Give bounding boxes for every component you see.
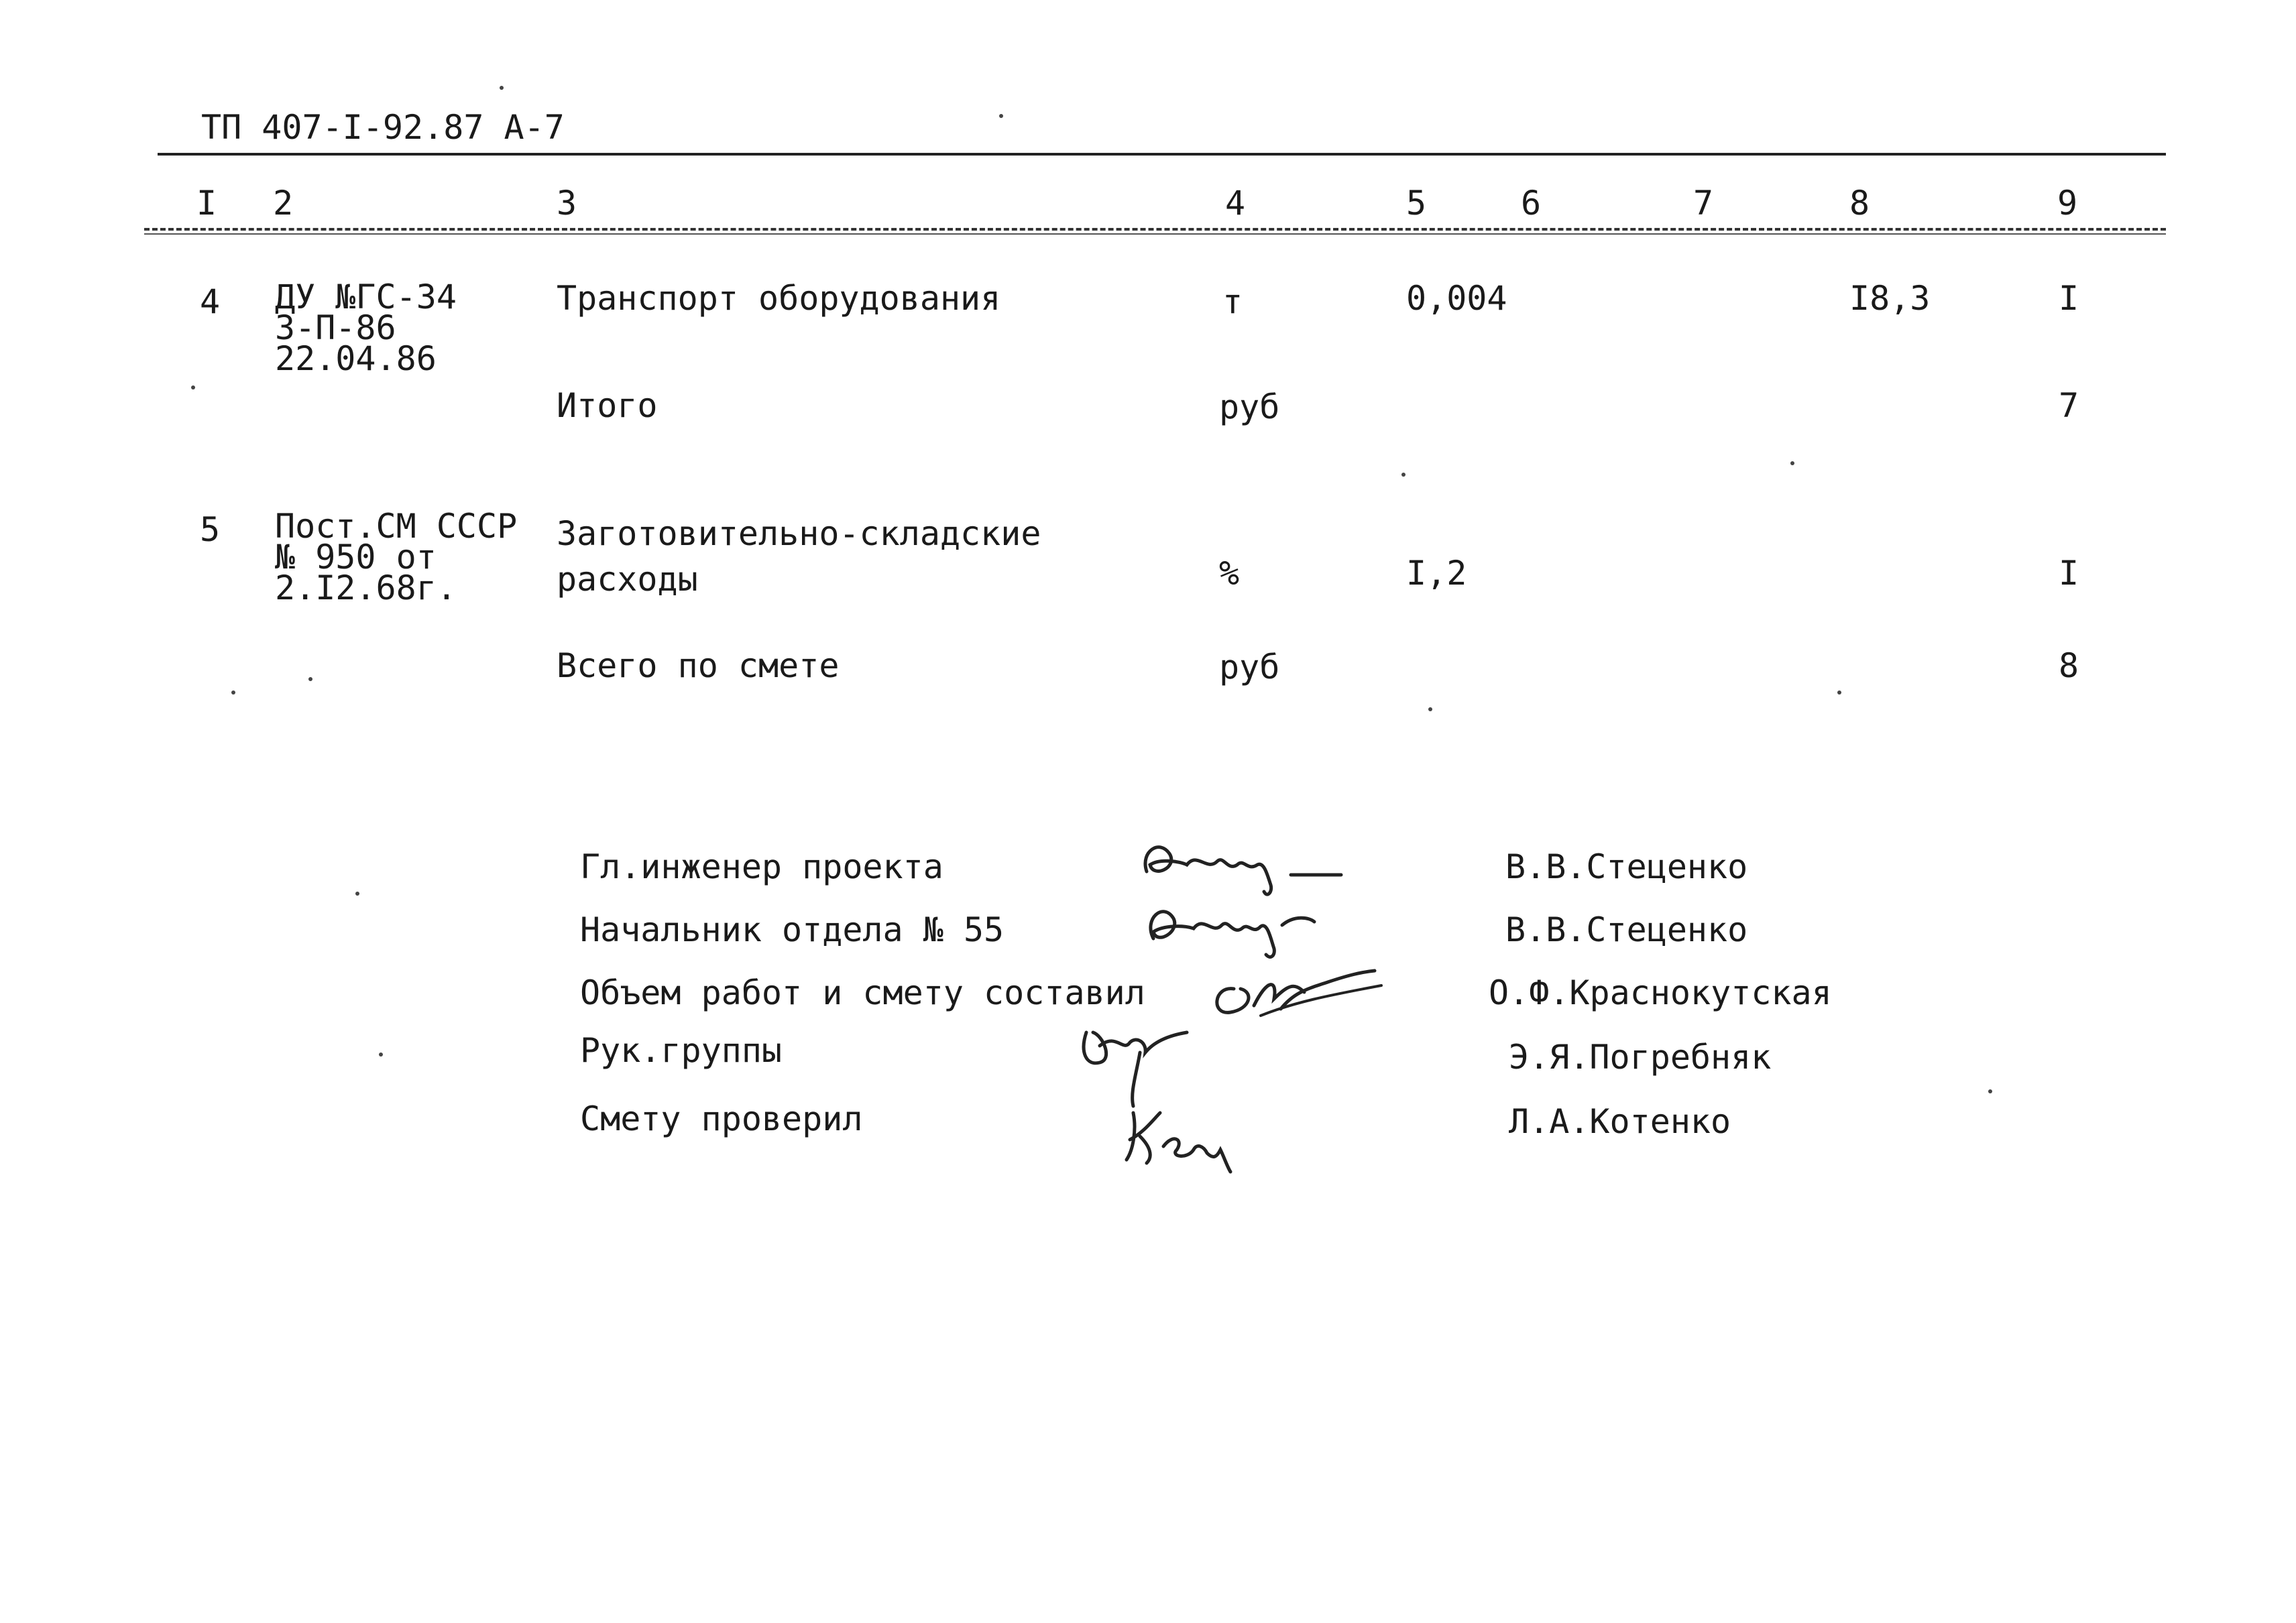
row-unit: т — [1222, 282, 1243, 321]
row-unit: руб — [1219, 387, 1280, 426]
row-unit: руб — [1219, 648, 1280, 686]
column-number-4: 4 — [1225, 184, 1246, 223]
signature-name: О.Ф.Краснокутская — [1489, 973, 1832, 1012]
row-basis-line: № 950 от — [275, 538, 437, 577]
signature-name: Л.А.Котенко — [1509, 1102, 1731, 1141]
column-number-7: 7 — [1693, 184, 1714, 223]
scan-speck — [355, 892, 359, 896]
signature-name: В.В.Стеценко — [1505, 847, 1748, 886]
row-col8: I8,3 — [1849, 279, 1931, 318]
row-col9: 7 — [2059, 386, 2079, 425]
table-top-rule — [158, 153, 2166, 156]
column-number-9: 9 — [2057, 184, 2078, 223]
column-number-5: 5 — [1406, 184, 1427, 223]
document-code: ТП 407-I-92.87 А-7 — [201, 108, 565, 147]
scan-speck — [231, 690, 235, 695]
table-header-rule-2 — [144, 233, 2166, 235]
scan-speck — [1401, 473, 1405, 477]
signature-role: Объем работ и смету составил — [580, 973, 1145, 1012]
scan-speck — [500, 86, 504, 90]
scan-speck — [191, 385, 195, 389]
scan-speck — [379, 1053, 383, 1057]
row-number: 5 — [200, 510, 221, 549]
row-basis — [275, 278, 457, 378]
signature-role: Начальник отдела № 55 — [580, 910, 1005, 949]
row-col9: I — [2059, 554, 2079, 593]
scan-speck — [1428, 707, 1432, 711]
row-col9: I — [2059, 279, 2079, 318]
signature-name: В.В.Стеценко — [1505, 910, 1748, 949]
row-name — [557, 511, 1041, 602]
scan-speck — [1790, 461, 1794, 465]
row-basis-line: 2.I2.68г. — [275, 568, 457, 607]
row-number: 4 — [200, 282, 221, 321]
row-name: Итого — [557, 386, 658, 425]
signature-name: Э.Я.Погребняк — [1509, 1038, 1772, 1077]
column-number-3: 3 — [557, 184, 577, 223]
scan-speck — [308, 677, 312, 681]
row-col5: I,2 — [1406, 554, 1467, 593]
row-basis — [275, 507, 518, 607]
row-name: Транспорт оборудования — [557, 279, 1001, 318]
row-col9: 8 — [2059, 646, 2079, 685]
row-basis-line: ДУ №ГС-34 — [275, 278, 457, 316]
row-name-line: расходы — [557, 560, 698, 599]
signature-role: Гл.инженер проекта — [580, 847, 943, 886]
row-basis-line: 3-П-86 — [275, 308, 396, 347]
row-col5: 0,004 — [1406, 279, 1507, 318]
scan-speck — [999, 114, 1003, 118]
column-number-6: 6 — [1521, 184, 1542, 223]
table-header-rule — [144, 228, 2166, 231]
handwritten-signature — [1113, 1093, 1247, 1180]
row-basis-line: Пост.СМ СССР — [275, 507, 518, 546]
column-number-1: I — [196, 184, 217, 223]
scan-speck — [1837, 690, 1841, 695]
row-basis-line: 22.04.86 — [275, 339, 437, 378]
scan-speck — [1988, 1089, 1992, 1093]
row-name-line: Заготовительно-складские — [557, 514, 1041, 553]
row-unit: % — [1219, 554, 1240, 593]
signature-role: Рук.группы — [580, 1031, 783, 1070]
signature-role: Смету проверил — [580, 1099, 863, 1138]
row-name: Всего по смете — [557, 646, 840, 685]
column-number-8: 8 — [1849, 184, 1870, 223]
column-number-2: 2 — [273, 184, 294, 223]
